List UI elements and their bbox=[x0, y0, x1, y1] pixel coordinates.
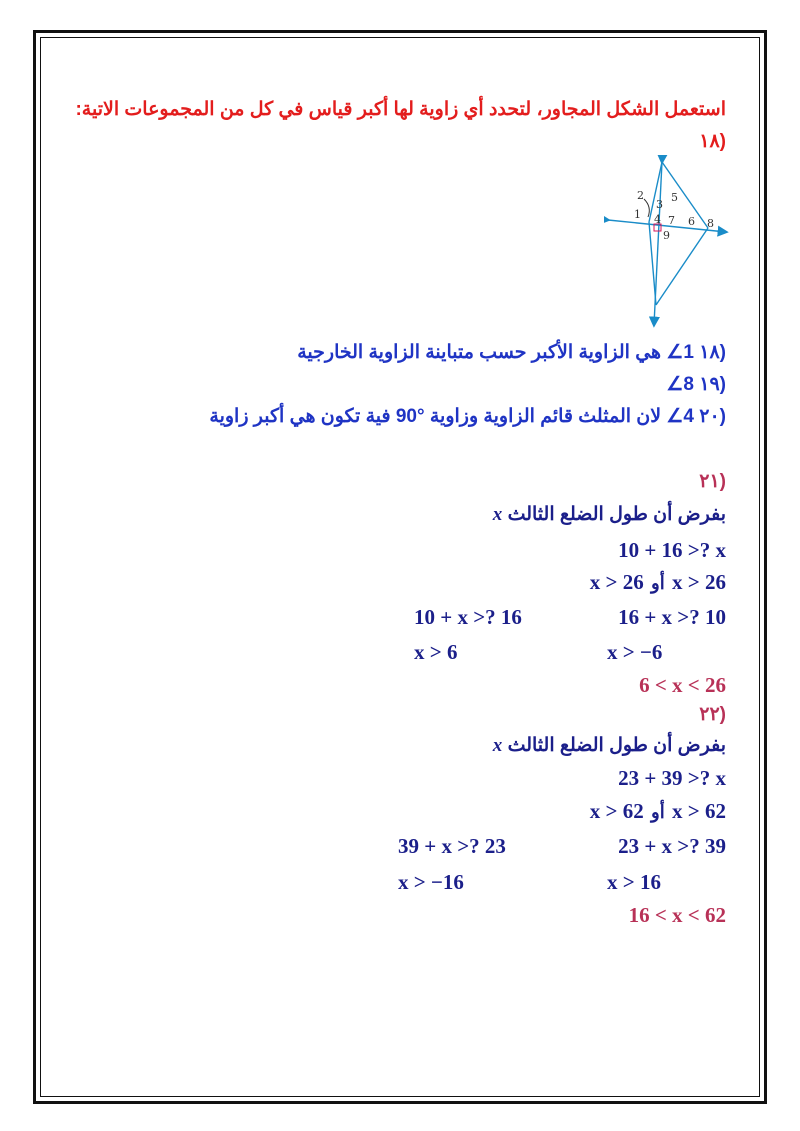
answer-19-number: (١٩ bbox=[699, 374, 726, 395]
p22-ineq-3-left: 39 + x >? 23 bbox=[398, 834, 506, 858]
label-1: 1 bbox=[634, 208, 641, 221]
answer-18 bbox=[297, 341, 726, 364]
p22-result: 16 < x < 62 bbox=[628, 903, 726, 927]
label-5: 5 bbox=[671, 191, 678, 204]
answer-20-degree: 90° bbox=[395, 406, 425, 427]
p21-ineq-1: 10 + 16 >? x bbox=[618, 538, 726, 562]
p21-ineq-4-left: x > 6 bbox=[414, 640, 458, 664]
p22-ineq-4-right: x > 16 bbox=[607, 870, 661, 894]
p21-ineq-3-right: 16 + x >? 10 bbox=[618, 605, 726, 629]
p22-ineq-1: 23 + 39 >? x bbox=[618, 766, 726, 790]
answer-19-angle: ∠8 bbox=[666, 374, 694, 395]
label-8: 8 bbox=[707, 217, 714, 230]
label-2: 2 bbox=[637, 189, 644, 202]
label-6: 6 bbox=[688, 215, 695, 228]
p21-ineq-2-left: 26 < x bbox=[589, 570, 644, 594]
problem-21-variable: x bbox=[492, 504, 503, 525]
problem-21-assume-text: بفرض أن طول الضلع الثالث bbox=[507, 504, 726, 525]
answer-18-angle: ∠1 bbox=[666, 342, 694, 363]
problem-22-assumption bbox=[493, 734, 726, 757]
p22-or: أو bbox=[651, 802, 665, 822]
p21-ineq-2-right: x > 26 bbox=[672, 570, 726, 594]
label-7: 7 bbox=[668, 214, 675, 227]
p22-ineq-2-left: 62 < x bbox=[589, 799, 644, 823]
instruction-text: استعمل الشكل المجاور، لتحدد أي زاوية لها أكبر قياس في كل من المجموعات الاتية: bbox=[75, 99, 726, 120]
answer-20-text-before: لان المثلث قائم الزاوية وزاوية bbox=[429, 406, 662, 427]
problem-21-number: (٢١ bbox=[699, 471, 726, 492]
answer-19 bbox=[666, 373, 726, 396]
answer-18-text: هي الزاوية الأكبر حسب متباينة الزاوية الخارجية bbox=[297, 342, 662, 363]
label-3: 3 bbox=[656, 198, 663, 211]
side-left-bottom bbox=[649, 222, 656, 305]
answer-20 bbox=[209, 405, 726, 428]
label-9: 9 bbox=[663, 229, 670, 242]
p22-ineq-2 bbox=[590, 798, 726, 824]
triangle-figure bbox=[604, 155, 734, 335]
p22-ineq-4-left: x > −16 bbox=[398, 870, 464, 894]
problem-22-number: (٢٢ bbox=[699, 704, 726, 725]
p21-ineq-2 bbox=[590, 569, 726, 595]
answer-20-angle: ∠4 bbox=[666, 406, 694, 427]
p21-ineq-3-left: 10 + x >? 16 bbox=[414, 605, 522, 629]
answer-20-number: (٢٠ bbox=[699, 406, 726, 427]
angle-arc bbox=[644, 199, 649, 217]
p22-ineq-3-right: 23 + x >? 39 bbox=[618, 834, 726, 858]
p22-ineq-2-right: x > 62 bbox=[672, 799, 726, 823]
problem-21-assumption bbox=[493, 503, 726, 526]
problem-18-number: (١٨ bbox=[699, 131, 726, 152]
p21-or: أو bbox=[651, 573, 665, 593]
problem-22-assume-text: بفرض أن طول الضلع الثالث bbox=[507, 735, 726, 756]
answer-18-number: (١٨ bbox=[699, 342, 726, 363]
answer-20-text-after: فية تكون هي أكبر زاوية bbox=[209, 406, 391, 427]
p21-ineq-4-right: x > −6 bbox=[607, 640, 663, 664]
problem-22-variable: x bbox=[492, 735, 503, 756]
p21-result: 6 < x < 26 bbox=[639, 673, 726, 697]
label-4: 4 bbox=[654, 213, 661, 226]
